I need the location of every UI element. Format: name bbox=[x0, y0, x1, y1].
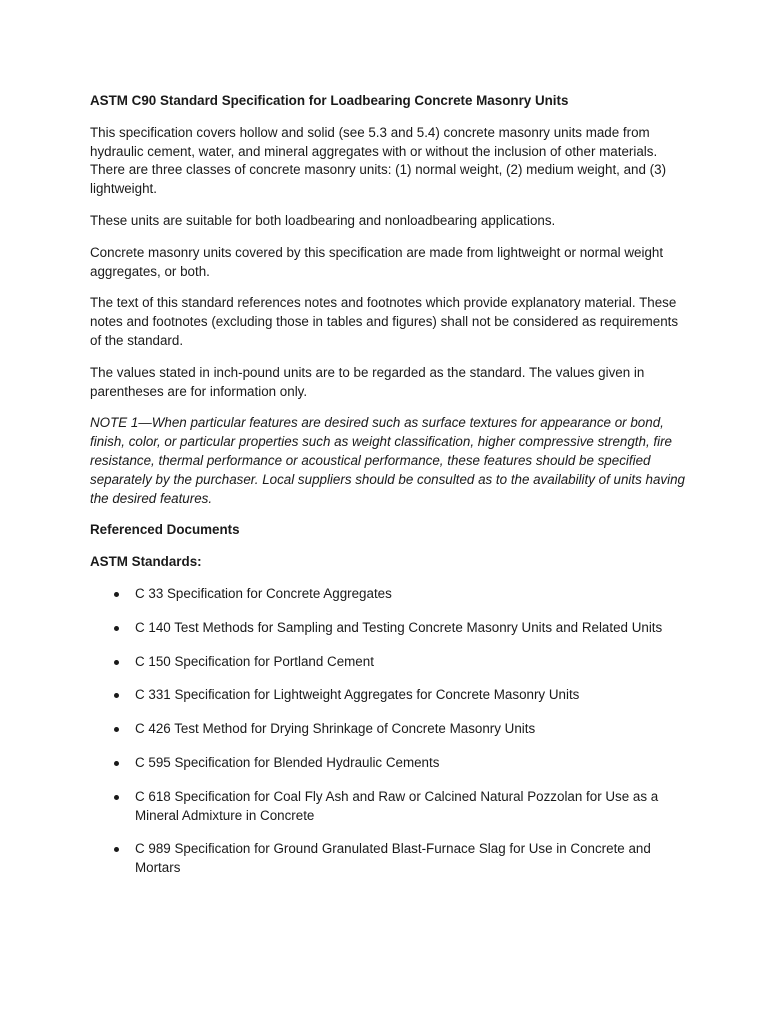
document-title: ASTM C90 Standard Specification for Loadbearing Concrete Masonry Units bbox=[90, 93, 569, 108]
paragraph-scope: This specification covers hollow and solid (see 5.3 and 5.4) concrete masonry units made from hydraulic cement, water, and mineral aggregates with or without the inclusion of other materials. There are three classes of concrete masonry units: (1) normal weight, (2) medium weight, and (3) lightweight. bbox=[90, 124, 667, 197]
astm-standards-heading: ASTM Standards: bbox=[90, 554, 202, 570]
bullet-icon bbox=[114, 626, 119, 631]
bullet-icon bbox=[114, 761, 119, 766]
paragraph-notes: The text of this standard references notes and footnotes which provide explanatory material. These notes and footnotes (excluding those in tables and figures) shall not be considered as requirements of the standard. bbox=[90, 295, 679, 348]
list-item-text: C 33 Specification for Concrete Aggregates bbox=[135, 585, 392, 601]
list-item-text: C 989 Specification for Ground Granulated Blast-Furnace Slag for Use in Concrete and Mortars bbox=[135, 841, 651, 876]
list-item bbox=[90, 585, 690, 604]
document-page bbox=[90, 92, 690, 893]
bullet-icon bbox=[114, 727, 119, 732]
list-item-text: C 150 Specification for Portland Cement bbox=[135, 653, 374, 669]
list-item bbox=[90, 840, 690, 878]
list-item bbox=[90, 686, 690, 705]
list-item-text: C 618 Specification for Coal Fly Ash and Raw or Calcined Natural Pozzolan for Use as a Mineral Admixture in Concrete bbox=[135, 788, 659, 823]
list-item bbox=[90, 720, 690, 739]
bullet-icon bbox=[114, 795, 119, 800]
bullet-icon bbox=[114, 592, 119, 597]
list-item bbox=[90, 653, 690, 672]
list-item bbox=[90, 754, 690, 773]
referenced-documents-heading: Referenced Documents bbox=[90, 522, 240, 538]
paragraph-applications: These units are suitable for both loadbearing and nonloadbearing applications. bbox=[90, 212, 556, 228]
bullet-icon bbox=[114, 847, 119, 852]
list-item bbox=[90, 788, 690, 826]
list-item-text: C 140 Test Methods for Sampling and Testing Concrete Masonry Units and Related Units bbox=[135, 619, 663, 635]
paragraph-units: The values stated in inch-pound units are to be regarded as the standard. The values given in parentheses are for information only. bbox=[90, 364, 645, 399]
bullet-icon bbox=[114, 693, 119, 698]
list-item-text: C 331 Specification for Lightweight Aggregates for Concrete Masonry Units bbox=[135, 687, 580, 703]
bullet-icon bbox=[114, 660, 119, 665]
list-item-text: C 595 Specification for Blended Hydraulic Cements bbox=[135, 754, 440, 770]
list-item bbox=[90, 619, 690, 638]
note-1: NOTE 1—When particular features are desired such as surface textures for appearance or bond, finish, color, or particular properties such as weight classification, higher compressive strength, fire resistance, thermal performance or acoustical performance, these features should be specified separately by the purchaser. Local suppliers should be consulted as to the availability of units having the desired features. bbox=[90, 415, 686, 506]
paragraph-aggregates: Concrete masonry units covered by this specification are made from lightweight or normal weight aggregates, or both. bbox=[90, 244, 664, 279]
list-item-text: C 426 Test Method for Drying Shrinkage of Concrete Masonry Units bbox=[135, 721, 536, 737]
standards-list bbox=[90, 585, 690, 878]
